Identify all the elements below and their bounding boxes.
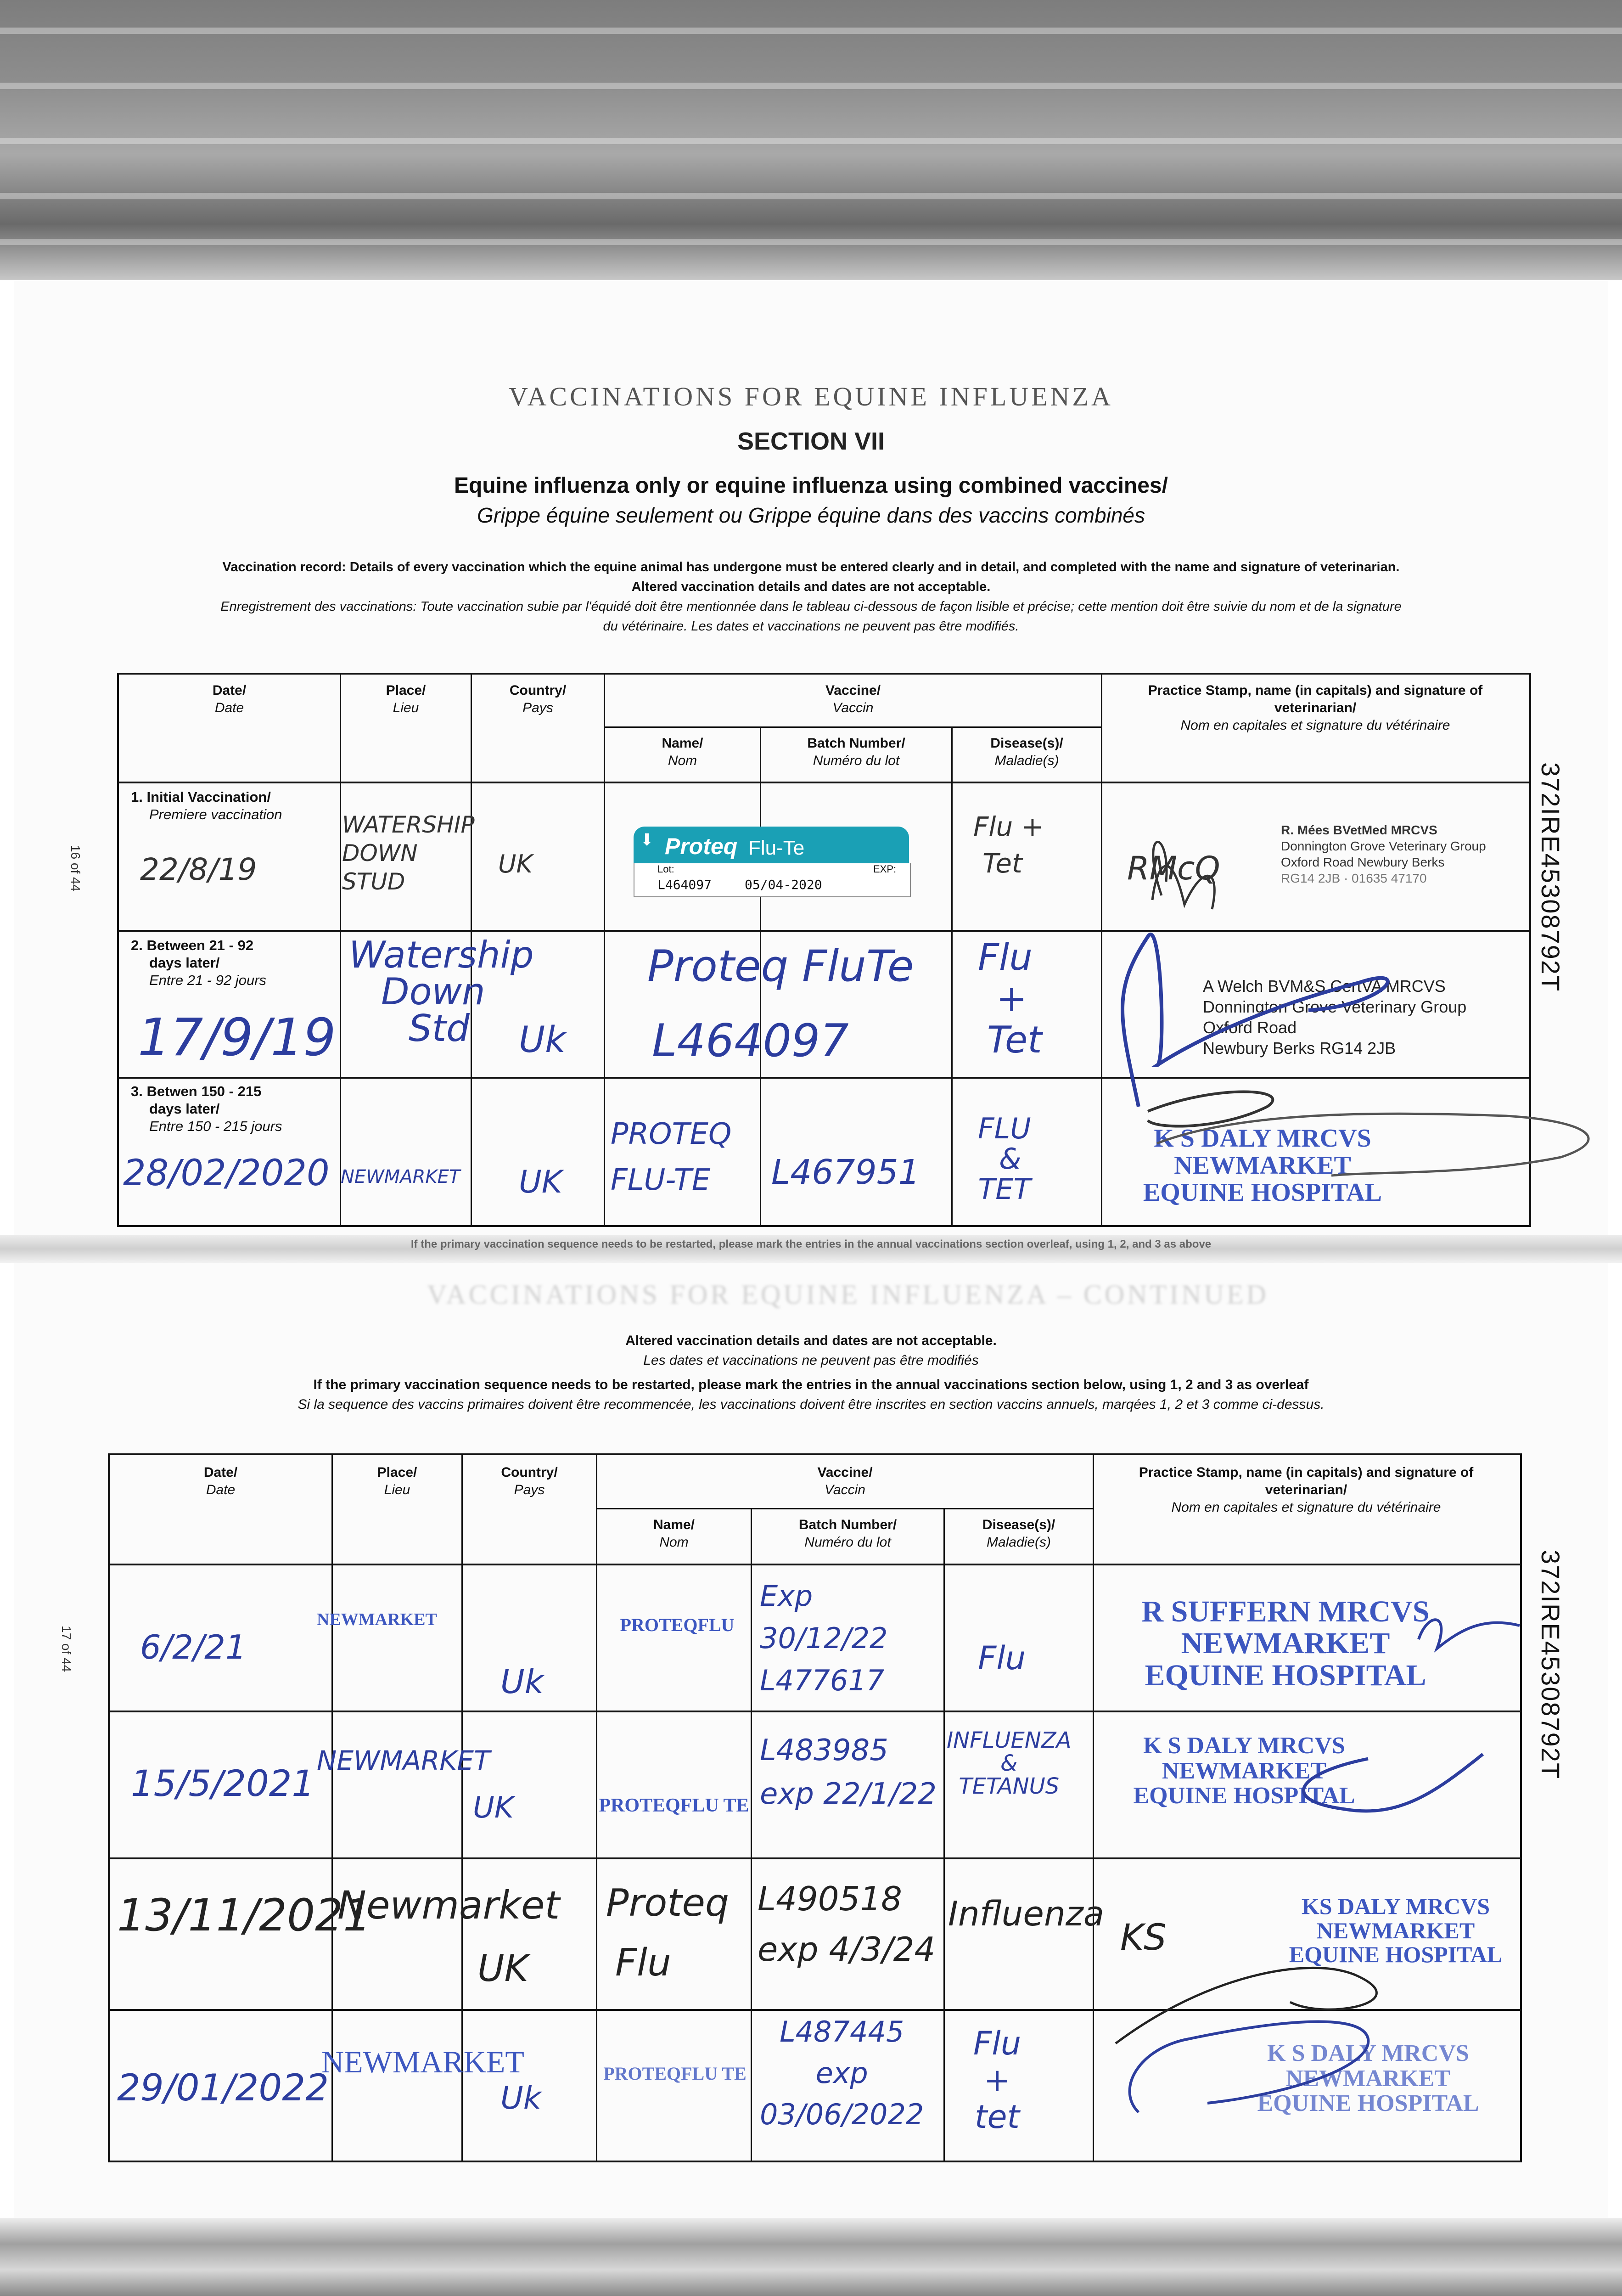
p2-row3-country: UK bbox=[477, 1947, 529, 1990]
p2-note-en-1: Altered vaccination details and dates are not acceptable. bbox=[625, 1333, 997, 1348]
subtitle-fr: Grippe équine seulement ou Grippe équine dans des vaccins combinés bbox=[477, 503, 1145, 527]
header-disease: Disease(s)/ Maladie(s) bbox=[990, 736, 1063, 768]
p2-row1-date: 6/2/21 bbox=[140, 1628, 247, 1666]
sticker-exp-label: EXP: bbox=[873, 863, 897, 875]
p2-row3-signature: KS bbox=[1120, 1917, 1167, 1958]
p2-row2-place: NEWMARKET bbox=[317, 1745, 490, 1776]
p2-header-country: Country/ Pays bbox=[501, 1465, 558, 1497]
row1-country: UK bbox=[498, 850, 533, 878]
sticker-lot: L464097 bbox=[657, 877, 712, 892]
note-en-1: Vaccination record: Details of every vaccination which the equine animal has undergone must be entered clearly and in detail, and completed with the name and signature of veterinarian. bbox=[222, 560, 1400, 574]
p2-row4-vaccine-name: PROTEQFLU TE bbox=[603, 2063, 746, 2084]
row2-batch: L464097 bbox=[652, 1015, 849, 1067]
sticker-exp: 05/04-2020 bbox=[745, 877, 822, 892]
page-number-16: 16 of 44 bbox=[68, 845, 83, 892]
header-country: Country/ Pays bbox=[509, 683, 567, 715]
p2-row1-vaccine-name: PROTEQFLU bbox=[620, 1615, 735, 1635]
p2-row3-batch: L490518 exp 4/3/24 bbox=[758, 1880, 936, 1969]
p2-row2-stamp: K S DALY MRCVS NEWMARKET EQUINE HOSPITAL bbox=[1133, 1733, 1355, 1809]
p2-header-stamp: Practice Stamp, name (in capitals) and signature of veterinarian/ Nom en capitales et signature du vétérinaire bbox=[1139, 1465, 1474, 1515]
row1-stamp: R. Mées BVetMed MRCVS Donnington Grove Veterinary Group Oxford Road Newbury Berks RG14 2JB · 01635 47170 bbox=[1281, 823, 1486, 885]
ghost-heading: VACCINATIONS FOR EQUINE INFLUENZA – CONTINUED bbox=[427, 1279, 1269, 1310]
header-vaccine: Vaccine/ Vaccin bbox=[825, 683, 881, 715]
sticker-lot-label: Lot: bbox=[657, 863, 674, 875]
header-date: Date/ Date bbox=[212, 683, 247, 715]
row3-place: NEWMARKET bbox=[341, 1166, 460, 1187]
p2-row3-date: 13/11/2021 bbox=[117, 1890, 371, 1941]
row2-place: Watership Down Std bbox=[349, 934, 534, 1050]
header-stamp: Practice Stamp, name (in capitals) and signature of veterinarian/ Nom en capitales et signature du vétérinaire bbox=[1148, 683, 1483, 733]
p2-row3-stamp: KS DALY MRCVS NEWMARKET EQUINE HOSPITAL bbox=[1289, 1893, 1503, 1967]
section-title: SECTION VII bbox=[737, 428, 885, 455]
p2-header-date: Date/ Date bbox=[203, 1465, 238, 1497]
p2-row1-disease: Flu bbox=[978, 1639, 1026, 1677]
row2-vaccine-name: Proteq FluTe bbox=[647, 941, 914, 991]
header-name: Name/ Nom bbox=[662, 736, 703, 768]
p2-header-place: Place/ Lieu bbox=[377, 1465, 417, 1497]
row3-disease: FLU & TET bbox=[978, 1112, 1031, 1206]
p2-row1-place-stamp: NEWMARKET bbox=[317, 1610, 437, 1629]
p2-note-en-2: If the primary vaccination sequence needs to be restarted, please mark the entries in the annual vaccinations section below, using 1, 2 and 3 as overleaf bbox=[313, 1377, 1309, 1392]
row1-signature: RMcQ bbox=[1127, 850, 1220, 887]
row3-country: UK bbox=[519, 1164, 562, 1200]
scan-stripe bbox=[0, 138, 1622, 144]
row2-stamp: A Welch BVM&S CertVA MRCVS Donnington Grove Veterinary Group Oxford Road Newbury Berks RG14 2JB bbox=[1203, 977, 1467, 1058]
p2-row4-date: 29/01/2022 bbox=[117, 2066, 329, 2109]
p2-note-fr-1: Les dates et vaccinations ne peuvent pas être modifiés bbox=[643, 1353, 979, 1368]
scan-stripe bbox=[0, 28, 1622, 34]
row-label-second: 2. Between 21 - 92 days later/ Entre 21 - 92 jours bbox=[131, 937, 267, 988]
page-number-17: 17 of 44 bbox=[59, 1626, 73, 1672]
p2-row3-disease: Influenza bbox=[948, 1894, 1105, 1934]
p2-header-disease: Disease(s)/ Maladie(s) bbox=[982, 1517, 1055, 1550]
p2-row2-date: 15/5/2021 bbox=[131, 1763, 314, 1805]
header-place: Place/ Lieu bbox=[386, 683, 426, 715]
sticker-brand: Proteq bbox=[665, 833, 738, 859]
p2-row4-place: NEWMARKET bbox=[321, 2044, 524, 2079]
row3-vaccine-name: PROTEQ FLU-TE bbox=[611, 1117, 732, 1197]
p2-row2-disease: INFLUENZA & TETANUS bbox=[947, 1728, 1072, 1799]
header-batch: Batch Number/ Numéro du lot bbox=[807, 736, 905, 768]
p2-row2-batch: L483985 exp 22/1/22 bbox=[760, 1733, 937, 1811]
row3-date: 28/02/2020 bbox=[123, 1153, 330, 1194]
p2-row4-disease: Flu + tet bbox=[973, 2025, 1021, 2136]
scan-shadow-bottom bbox=[0, 2218, 1622, 2296]
row-label-third: 3. Betwen 150 - 215 days later/ Entre 150 - 215 jours bbox=[131, 1083, 282, 1134]
p2-row4-country: Uk bbox=[500, 2080, 542, 2116]
p2-row4-batch: L487445 exp 03/06/2022 bbox=[760, 2015, 924, 2131]
row2-date: 17/9/19 bbox=[138, 1008, 336, 1068]
p2-row2-vaccine-name: PROTEQFLU TE bbox=[599, 1795, 749, 1816]
sticker-lot-panel bbox=[634, 863, 911, 897]
p2-row2-country: UK bbox=[473, 1791, 514, 1825]
row3-stamp: K S DALY MRCVS NEWMARKET EQUINE HOSPITAL bbox=[1143, 1124, 1382, 1207]
p2-row1-country: Uk bbox=[500, 1662, 544, 1701]
row-label-initial: 1. Initial Vaccination/ Premiere vaccination bbox=[131, 789, 282, 822]
row2-disease: Flu + Tet bbox=[978, 936, 1042, 1061]
note-fr-1: Enregistrement des vaccinations: Toute vaccination subie par l'équidé doit être mentionnée dans le tableau ci-dessous de façon lisible et précise; cette mention doit être suivie du nom et de la signature bbox=[220, 599, 1402, 614]
scan-stripe bbox=[0, 83, 1622, 89]
footer-note: If the primary vaccination sequence needs to be restarted, please mark the entries in the annual vaccinations section overleaf, using 1, 2, and 3 as above bbox=[410, 1238, 1212, 1250]
vaccine-label-sticker bbox=[634, 827, 909, 895]
passport-id-side-1: 372IRE45308792T bbox=[1536, 762, 1565, 992]
row2-country: Uk bbox=[519, 1019, 566, 1061]
page1-signature-strokes bbox=[1102, 790, 1469, 1226]
scan-stripe bbox=[0, 239, 1622, 245]
p2-header-name: Name/ Nom bbox=[653, 1517, 695, 1550]
passport-id-side-2: 372IRE45308792T bbox=[1536, 1550, 1565, 1780]
note-fr-2: du vétérinaire. Les dates et vaccinations ne peuvent pas être modifiés. bbox=[603, 619, 1019, 634]
arrow-icon: ⬇ bbox=[640, 830, 654, 849]
note-en-2: Altered vaccination details and dates are not acceptable. bbox=[631, 580, 991, 594]
p2-header-batch: Batch Number/ Numéro du lot bbox=[798, 1517, 897, 1550]
scan-shadow-top bbox=[0, 0, 1622, 280]
row1-place: WATERSHIP DOWN STUD bbox=[342, 811, 475, 895]
p2-note-fr-2: Si la sequence des vaccins primaires doivent être recommencée, les vaccinations doivent être inscrites en section vaccins annuels, marqées 1, 2 et 3 comme ci-dessus. bbox=[297, 1397, 1325, 1412]
sticker-product: Flu-Te bbox=[748, 837, 805, 859]
row1-date: 22/8/19 bbox=[140, 852, 257, 887]
scan-stripe bbox=[0, 193, 1622, 199]
row1-disease: Flu + Tet bbox=[973, 811, 1044, 879]
p2-row4-stamp: K S DALY MRCVS NEWMARKET EQUINE HOSPITAL bbox=[1257, 2040, 1479, 2117]
page-heading: VACCINATIONS FOR EQUINE INFLUENZA bbox=[509, 382, 1113, 411]
sticker-brand-bar bbox=[634, 827, 909, 863]
p2-row1-stamp: R SUFFERN MRCVS NEWMARKET EQUINE HOSPITAL bbox=[1141, 1595, 1430, 1692]
row3-batch: L467951 bbox=[771, 1153, 920, 1192]
page2-signature-strokes bbox=[1070, 1561, 1529, 2158]
p2-row3-vaccine-name: Proteq Flu bbox=[606, 1881, 729, 1985]
subtitle-en: Equine influenza only or equine influenza using combined vaccines/ bbox=[454, 473, 1168, 498]
p2-header-vaccine: Vaccine/ Vaccin bbox=[817, 1465, 873, 1497]
p2-row1-batch: Exp 30/12/22 L477617 bbox=[760, 1579, 888, 1697]
p2-row3-place: Newmarket bbox=[337, 1883, 560, 1928]
